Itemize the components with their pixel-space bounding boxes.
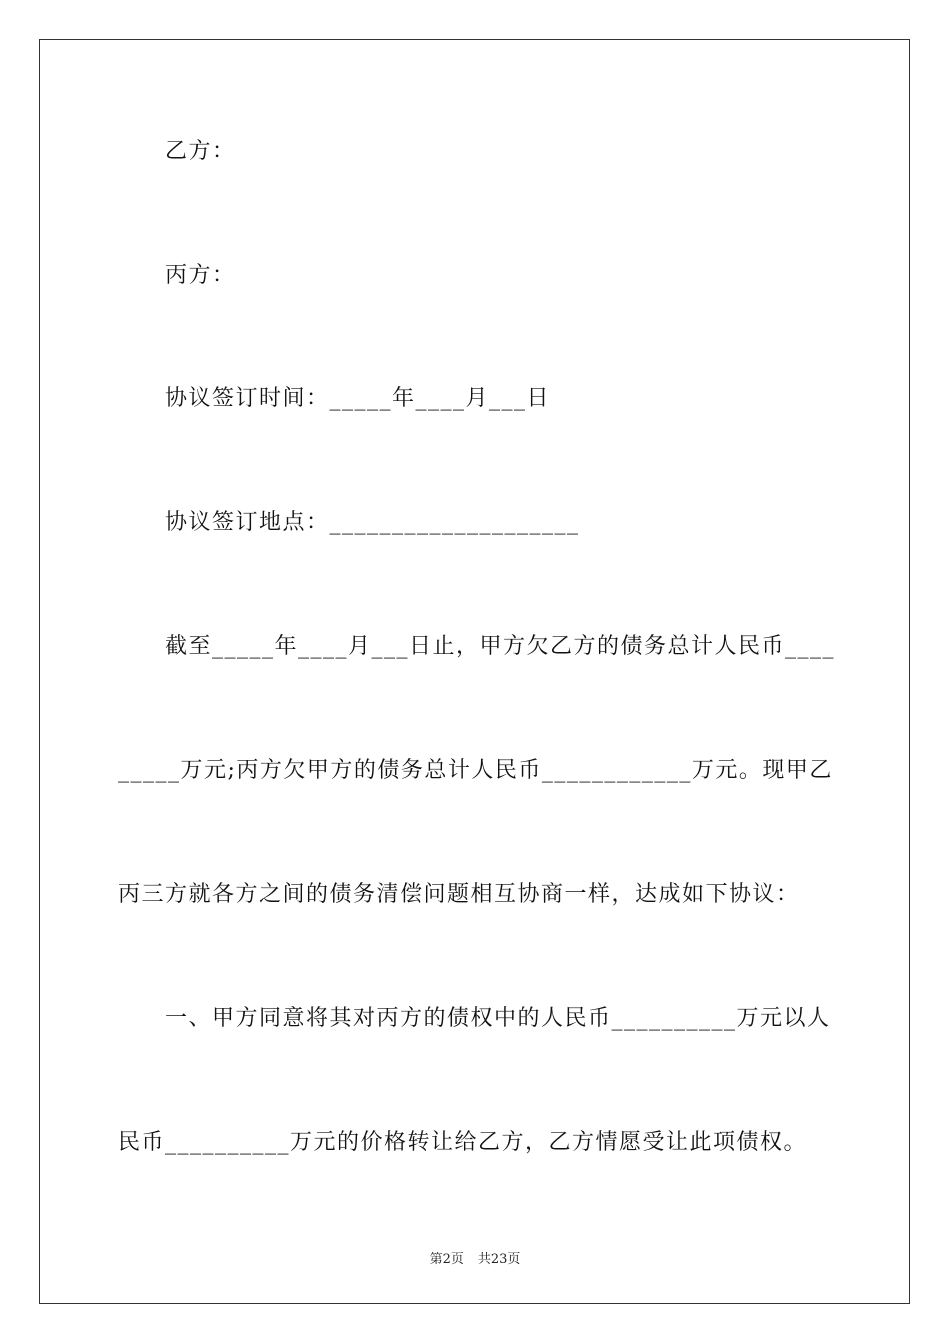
signing-date-line: 协议签订时间：_____年____月___日 (165, 386, 551, 411)
page-border (39, 39, 910, 1304)
clause-one-line-1: 一、甲方同意将其对丙方的债权中的人民币__________万元以人 (165, 1006, 831, 1031)
clause-one-line-2: 民币__________万元的价格转让给乙方，乙方情愿受让此项债权。 (118, 1130, 808, 1155)
total-pages: 共23页 (477, 1252, 521, 1267)
party-b-line: 乙方： (165, 139, 236, 164)
signing-place-line: 协议签订地点：____________________ (165, 510, 580, 535)
paragraph-debt-line-1: 截至_____年____月___日止，甲方欠乙方的债务总计人民币____ (165, 634, 836, 659)
page-number: 第2页 (429, 1252, 464, 1267)
paragraph-debt-line-2: _____万元;丙方欠甲方的债务总计人民币____________万元。现甲乙 (118, 758, 833, 783)
paragraph-debt-line-3: 丙三方就各方之间的债务清偿问题相互协商一样，达成如下协议： (118, 882, 800, 907)
page-footer (0, 1248, 950, 1267)
party-c-line: 丙方： (165, 263, 236, 288)
